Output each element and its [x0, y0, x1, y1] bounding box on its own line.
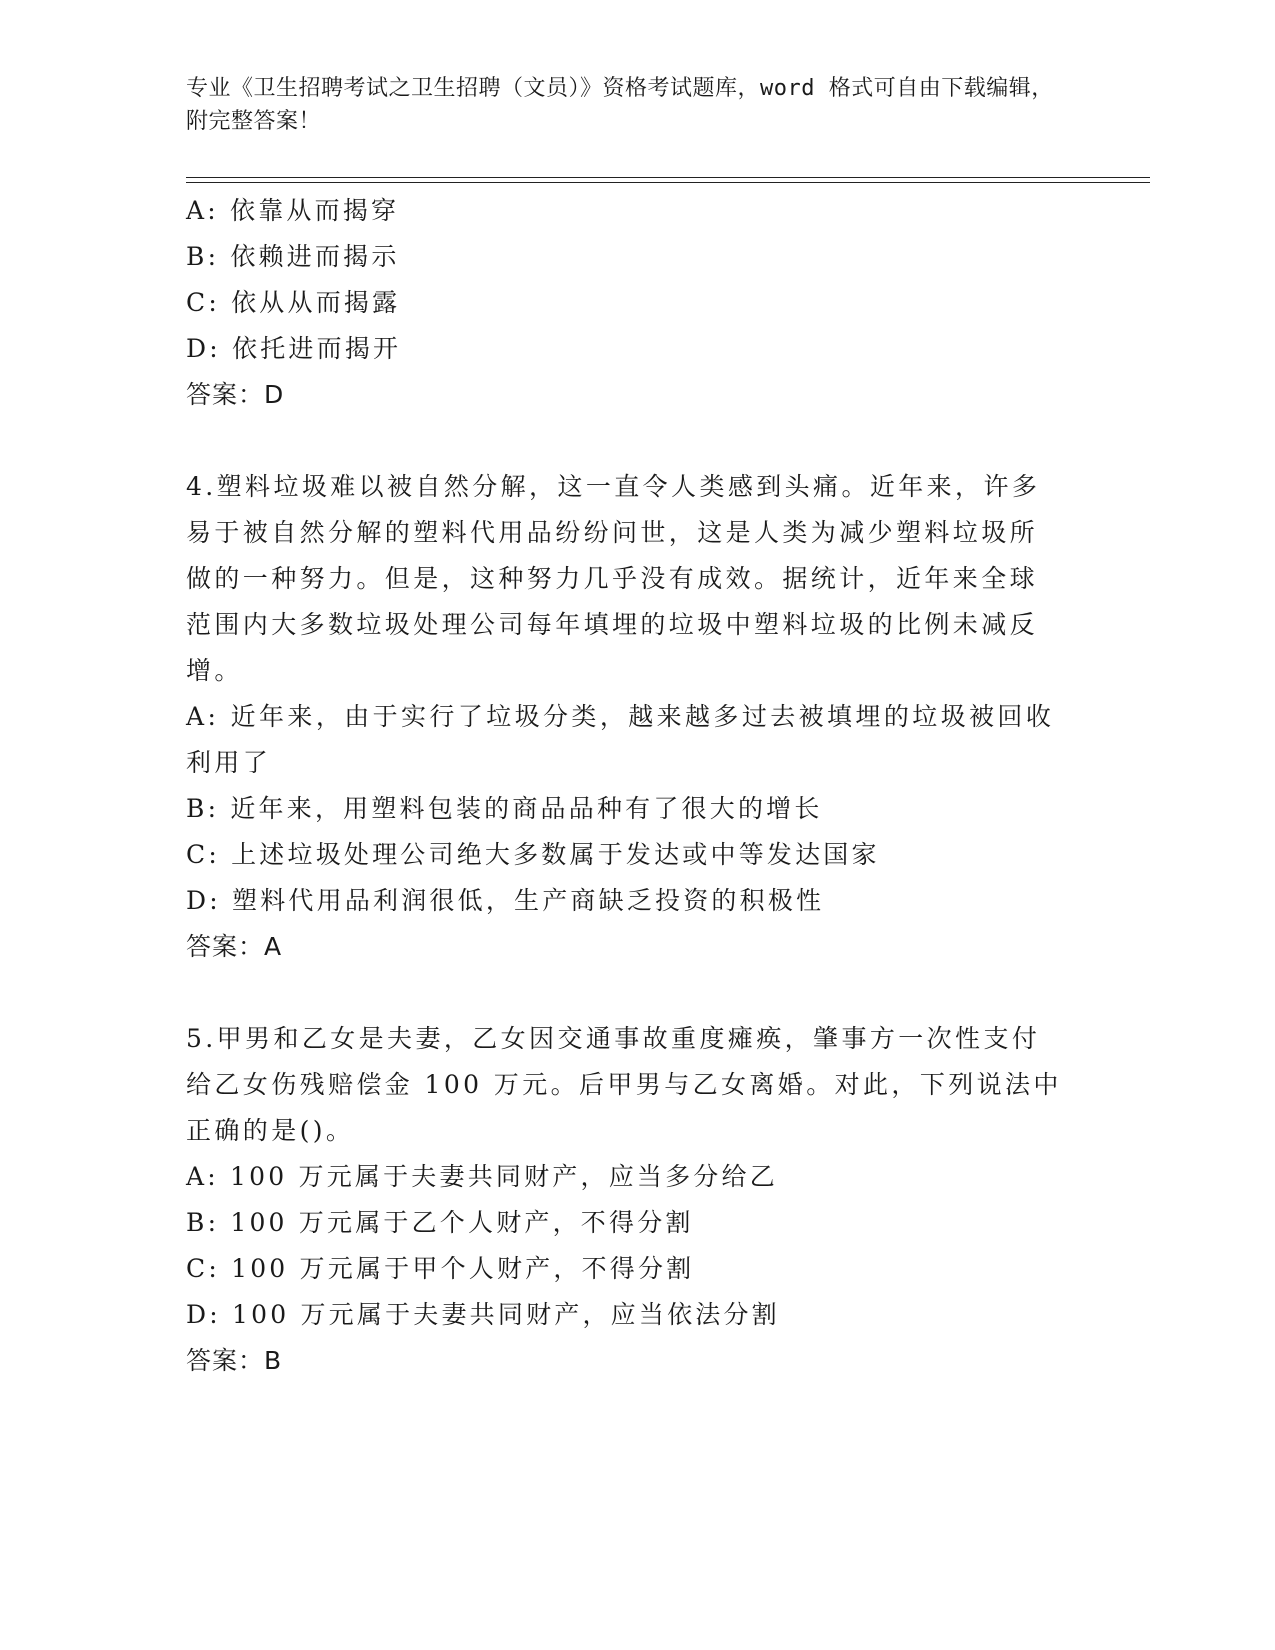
question-stem: 5.甲男和乙女是夫妻，乙女因交通事故重度瘫痪，肇事方一次性支付给乙女伤残赔偿金 100 万元。后甲男与乙女离婚。对此，下列说法中正确的是()。	[186, 1024, 1062, 1145]
answer-line: 答案：B	[186, 1346, 283, 1375]
option-c: C: 100 万元属于甲个人财产，不得分割	[186, 1254, 695, 1283]
question-stem: 4.塑料垃圾难以被自然分解，这一直令人类感到头痛。近年来，许多易于被自然分解的塑料代用品纷纷问世，这是人类为减少塑料垃圾所做的一种努力。但是，这种努力几乎没有成效。据统计，近年来全球范围内大多数垃圾处理公司每年填埋的垃圾中塑料垃圾的比例未减反增。	[186, 472, 1041, 685]
option-c: C: 上述垃圾处理公司绝大多数属于发达或中等发达国家	[186, 840, 880, 869]
header-divider-top	[186, 177, 1150, 178]
option-b: B: 100 万元属于乙个人财产，不得分割	[186, 1208, 694, 1237]
answer-line: 答案：D	[186, 380, 285, 409]
document-header: 专业《卫生招聘考试之卫生招聘（文员）》资格考试题库，word 格式可自由下载编辑，附完整答案！	[186, 76, 1054, 134]
option-d: D: 塑料代用品利润很低，生产商缺乏投资的积极性	[186, 886, 825, 915]
question-4-block	[186, 464, 1086, 970]
option-a: A: 依靠从而揭穿	[186, 196, 400, 225]
answer-line: 答案：A	[186, 932, 283, 961]
question-3-block	[186, 188, 1086, 418]
option-d: D: 100 万元属于夫妻共同财产，应当依法分割	[186, 1300, 780, 1329]
option-a: A: 100 万元属于夫妻共同财产，应当多分给乙	[186, 1162, 778, 1191]
header-divider-bottom	[186, 182, 1150, 183]
option-d: D: 依托进而揭开	[186, 334, 402, 363]
question-5-block	[186, 1016, 1086, 1384]
spacer	[186, 970, 1086, 1016]
option-a: A: 近年来，由于实行了垃圾分类，越来越多过去被填埋的垃圾被回收利用了	[186, 702, 1055, 777]
document-body	[186, 188, 1086, 1384]
option-b: B: 依赖进而揭示	[186, 242, 400, 271]
spacer	[186, 418, 1086, 464]
option-c: C: 依从从而揭露	[186, 288, 401, 317]
option-b: B: 近年来，用塑料包装的商品品种有了很大的增长	[186, 794, 823, 823]
